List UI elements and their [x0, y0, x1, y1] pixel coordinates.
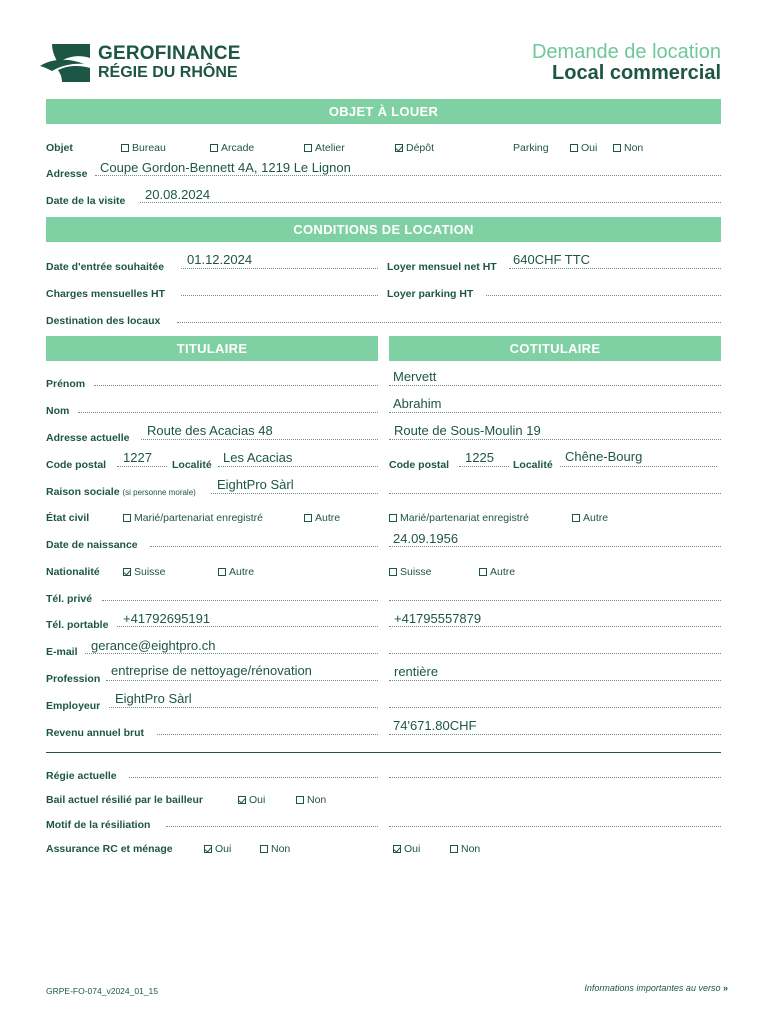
titulaire-raison-line[interactable] [211, 493, 378, 494]
motif-label: Motif de la résiliation [46, 819, 151, 831]
footer-verso-text: Informations importantes au verso [584, 983, 721, 993]
bail-non-label: Non [307, 794, 327, 806]
section-objet-header: OBJET À LOUER [46, 99, 721, 124]
cotitulaire-autre-etat-checkbox[interactable] [572, 514, 580, 522]
cotitulaire-tel-portable-value: +41795557879 [394, 611, 482, 626]
cotitulaire-code-postal-label: Code postal [389, 459, 450, 471]
email-label: E-mail [46, 646, 78, 658]
date-entree-line[interactable] [181, 268, 378, 269]
cotitulaire-assurance-non-checkbox[interactable] [450, 845, 458, 853]
cotitulaire-marie-option[interactable] [389, 512, 529, 524]
cotitulaire-autre-etat-option[interactable] [572, 512, 608, 524]
titulaire-suisse-option[interactable] [123, 566, 166, 578]
titulaire-suisse-label: Suisse [134, 566, 166, 578]
option-depot-label: Dépôt [406, 142, 435, 154]
brand-subtitle: RÉGIE DU RHÔNE [98, 64, 238, 81]
titulaire-tel-prive-line[interactable] [102, 600, 378, 601]
code-postal-label: Code postal [46, 459, 107, 471]
cotitulaire-assurance-non-label: Non [461, 843, 481, 855]
section-titulaire-header: TITULAIRE [46, 336, 378, 361]
cotitulaire-cp-line[interactable] [459, 466, 509, 467]
cotitulaire-tel-prive-line[interactable] [389, 600, 721, 601]
destination-label: Destination des locaux [46, 315, 161, 327]
cotitulaire-email-line[interactable] [389, 653, 721, 654]
titulaire-tel-portable-line[interactable] [117, 626, 378, 627]
titulaire-assurance-oui-checkbox[interactable] [204, 845, 212, 853]
cotitulaire-assurance-oui-label: Oui [404, 843, 421, 855]
cotitulaire-prenom-value: Mervett [393, 369, 437, 384]
checkbox-atelier[interactable] [304, 144, 312, 152]
date-visite-value: 20.08.2024 [145, 187, 211, 202]
titulaire-marie-checkbox[interactable] [123, 514, 131, 522]
titulaire-suisse-checkbox[interactable] [123, 568, 131, 576]
cotitulaire-raison-line[interactable] [389, 493, 721, 494]
option-atelier-label: Atelier [315, 142, 345, 154]
cotitulaire-suisse-checkbox[interactable] [389, 568, 397, 576]
double-arrow-icon: » [722, 983, 728, 993]
adresse-objet-label: Adresse [46, 168, 88, 180]
bail-non-option[interactable] [296, 794, 326, 806]
titulaire-assurance-oui-option[interactable] [204, 843, 231, 855]
option-arcade-label: Arcade [221, 142, 255, 154]
tel-prive-label: Tél. privé [46, 593, 93, 605]
titulaire-profession-line[interactable] [106, 680, 378, 681]
cotitulaire-naissance-line[interactable] [389, 546, 721, 547]
date-entree-label: Date d'entrée souhaitée [46, 261, 165, 273]
titulaire-cp-value: 1227 [123, 450, 152, 465]
titulaire-employeur-line[interactable] [109, 707, 378, 708]
titulaire-autre-etat-checkbox[interactable] [304, 514, 312, 522]
cotitulaire-tel-portable-line[interactable] [389, 626, 721, 627]
cotitulaire-autre-etat-label: Autre [583, 512, 609, 524]
parking-label: Parking [513, 142, 549, 154]
cotitulaire-localite-value: Chêne-Bourg [565, 449, 643, 464]
section-conditions-header: CONDITIONS DE LOCATION [46, 217, 721, 242]
logo-emblem-icon [38, 44, 94, 82]
titulaire-regie-line[interactable] [129, 777, 378, 778]
cotitulaire-localite-label: Localité [513, 459, 553, 471]
checkbox-bureau[interactable] [121, 144, 129, 152]
titulaire-marie-label: Marié/partenariat enregistré [134, 512, 263, 524]
titulaire-employeur-value: EightPro Sàrl [115, 691, 192, 706]
titulaire-localite-line[interactable] [218, 466, 378, 467]
titulaire-naissance-line[interactable] [150, 546, 378, 547]
cotitulaire-suisse-option[interactable] [389, 566, 432, 578]
cotitulaire-prenom-line[interactable] [389, 385, 721, 386]
gerofinance-logo [38, 42, 278, 86]
cotitulaire-nom-value: Abrahim [393, 396, 442, 411]
parking-oui-label: Oui [581, 142, 598, 154]
option-bureau-label: Bureau [132, 142, 166, 154]
cotitulaire-adresse-line[interactable] [389, 439, 721, 440]
cotitulaire-suisse-label: Suisse [400, 566, 432, 578]
titulaire-nom-line[interactable] [78, 412, 378, 413]
adresse-actuelle-label: Adresse actuelle [46, 432, 130, 444]
cotitulaire-cp-value: 1225 [465, 450, 494, 465]
cotitulaire-regie-line[interactable] [389, 777, 721, 778]
titulaire-revenu-line[interactable] [157, 734, 378, 735]
charges-label: Charges mensuelles HT [46, 288, 166, 300]
bail-oui-option[interactable] [238, 794, 265, 806]
titulaire-autre-nat-option[interactable] [218, 566, 254, 578]
cotitulaire-revenu-line[interactable] [389, 734, 721, 735]
titulaire-prenom-line[interactable] [94, 385, 378, 386]
checkbox-parking-non[interactable] [613, 144, 621, 152]
checkbox-depot[interactable] [395, 144, 403, 152]
cotitulaire-adresse-value: Route de Sous-Moulin 19 [394, 423, 541, 438]
checkbox-parking-oui[interactable] [570, 144, 578, 152]
loyer-value: 640CHF TTC [513, 252, 591, 267]
date-visite-label: Date de la visite [46, 195, 126, 207]
assurance-label: Assurance RC et ménage [46, 843, 173, 855]
adresse-objet-value: Coupe Gordon-Bennett 4A, 1219 Le Lignon [100, 160, 351, 175]
titulaire-marie-option[interactable] [123, 512, 263, 524]
titulaire-adresse-line[interactable] [141, 439, 378, 440]
etat-civil-label: État civil [46, 512, 90, 524]
titulaire-assurance-non-label: Non [271, 843, 291, 855]
loyer-label: Loyer mensuel net HT [387, 261, 497, 273]
titulaire-autre-etat-option[interactable] [304, 512, 340, 524]
raison-sociale-label [46, 486, 196, 498]
cotitulaire-assurance-non-option[interactable] [450, 843, 480, 855]
localite-label: Localité [172, 459, 212, 471]
titulaire-assurance-non-option[interactable] [260, 843, 290, 855]
nationalite-label: Nationalité [46, 566, 100, 578]
date-visite-line[interactable] [140, 202, 721, 203]
document-title: Demande de location [531, 41, 721, 63]
cotitulaire-nom-line[interactable] [389, 412, 721, 413]
parking-option-oui[interactable] [570, 142, 597, 154]
regie-label: Régie actuelle [46, 770, 117, 782]
titulaire-assurance-oui-label: Oui [215, 843, 232, 855]
titulaire-raison-value: EightPro Sàrl [217, 477, 294, 492]
document-subtitle: Local commercial [552, 62, 721, 84]
titulaire-profession-value: entreprise de nettoyage/rénovation [111, 663, 312, 678]
section-divider [46, 752, 721, 753]
cotitulaire-marie-checkbox[interactable] [389, 514, 397, 522]
prenom-label: Prénom [46, 378, 86, 390]
objet-option-depot[interactable] [395, 142, 434, 154]
employeur-label: Employeur [46, 700, 101, 712]
cotitulaire-marie-label: Marié/partenariat enregistré [400, 512, 529, 524]
tel-portable-label: Tél. portable [46, 619, 109, 631]
cotitulaire-autre-nat-label: Autre [490, 566, 516, 578]
parking-option-non[interactable] [613, 142, 643, 154]
titulaire-email-line[interactable] [85, 653, 378, 654]
profession-label: Profession [46, 673, 101, 685]
bail-oui-checkbox[interactable] [238, 796, 246, 804]
titulaire-motif-line[interactable] [166, 826, 378, 827]
loyer-parking-line[interactable] [486, 295, 721, 296]
loyer-line[interactable] [509, 268, 721, 269]
cotitulaire-profession-line[interactable] [389, 680, 721, 681]
form-code: GRPE-FO-074_v2024_01_15 [46, 986, 158, 996]
bail-label: Bail actuel résilié par le bailleur [46, 794, 203, 806]
charges-line[interactable] [181, 295, 378, 296]
bail-oui-label: Oui [249, 794, 266, 806]
date-entree-value: 01.12.2024 [187, 252, 253, 267]
cotitulaire-assurance-oui-option[interactable] [393, 843, 420, 855]
cotitulaire-localite-line[interactable] [560, 466, 717, 467]
brand-name: GEROFINANCE [98, 43, 241, 64]
cotitulaire-naissance-value: 24.09.1956 [393, 531, 459, 546]
naissance-label: Date de naissance [46, 539, 138, 551]
objet-option-arcade[interactable] [210, 142, 254, 154]
cotitulaire-autre-nat-checkbox[interactable] [479, 568, 487, 576]
titulaire-email-value: gerance@eightpro.ch [91, 638, 216, 653]
cotitulaire-motif-line[interactable] [389, 826, 721, 827]
titulaire-cp-line[interactable] [117, 466, 167, 467]
cotitulaire-employeur-line[interactable] [389, 707, 721, 708]
revenu-label: Revenu annuel brut [46, 727, 145, 739]
titulaire-assurance-non-checkbox[interactable] [260, 845, 268, 853]
titulaire-adresse-value: Route des Acacias 48 [147, 423, 273, 438]
footer-verso-note [584, 983, 728, 993]
destination-line[interactable] [177, 322, 721, 323]
nom-label: Nom [46, 405, 70, 417]
section-cotitulaire-header: COTITULAIRE [389, 336, 721, 361]
parking-non-label: Non [624, 142, 644, 154]
bail-non-checkbox[interactable] [296, 796, 304, 804]
objet-label: Objet [46, 142, 73, 154]
objet-option-bureau[interactable] [121, 142, 166, 154]
titulaire-autre-nat-checkbox[interactable] [218, 568, 226, 576]
loyer-parking-label: Loyer parking HT [387, 288, 474, 300]
checkbox-arcade[interactable] [210, 144, 218, 152]
cotitulaire-assurance-oui-checkbox[interactable] [393, 845, 401, 853]
titulaire-localite-value: Les Acacias [223, 450, 293, 465]
titulaire-autre-etat-label: Autre [315, 512, 341, 524]
titulaire-tel-portable-value: +41792695191 [123, 611, 211, 626]
titulaire-autre-nat-label: Autre [229, 566, 255, 578]
cotitulaire-autre-nat-option[interactable] [479, 566, 515, 578]
cotitulaire-revenu-value: 74'671.80CHF [393, 718, 477, 733]
cotitulaire-profession-value: rentière [394, 664, 439, 679]
objet-option-atelier[interactable] [304, 142, 345, 154]
adresse-objet-line[interactable] [95, 175, 721, 176]
raison-sociale-text: Raison sociale [46, 486, 120, 498]
raison-sociale-note: (si personne morale) [122, 488, 196, 497]
